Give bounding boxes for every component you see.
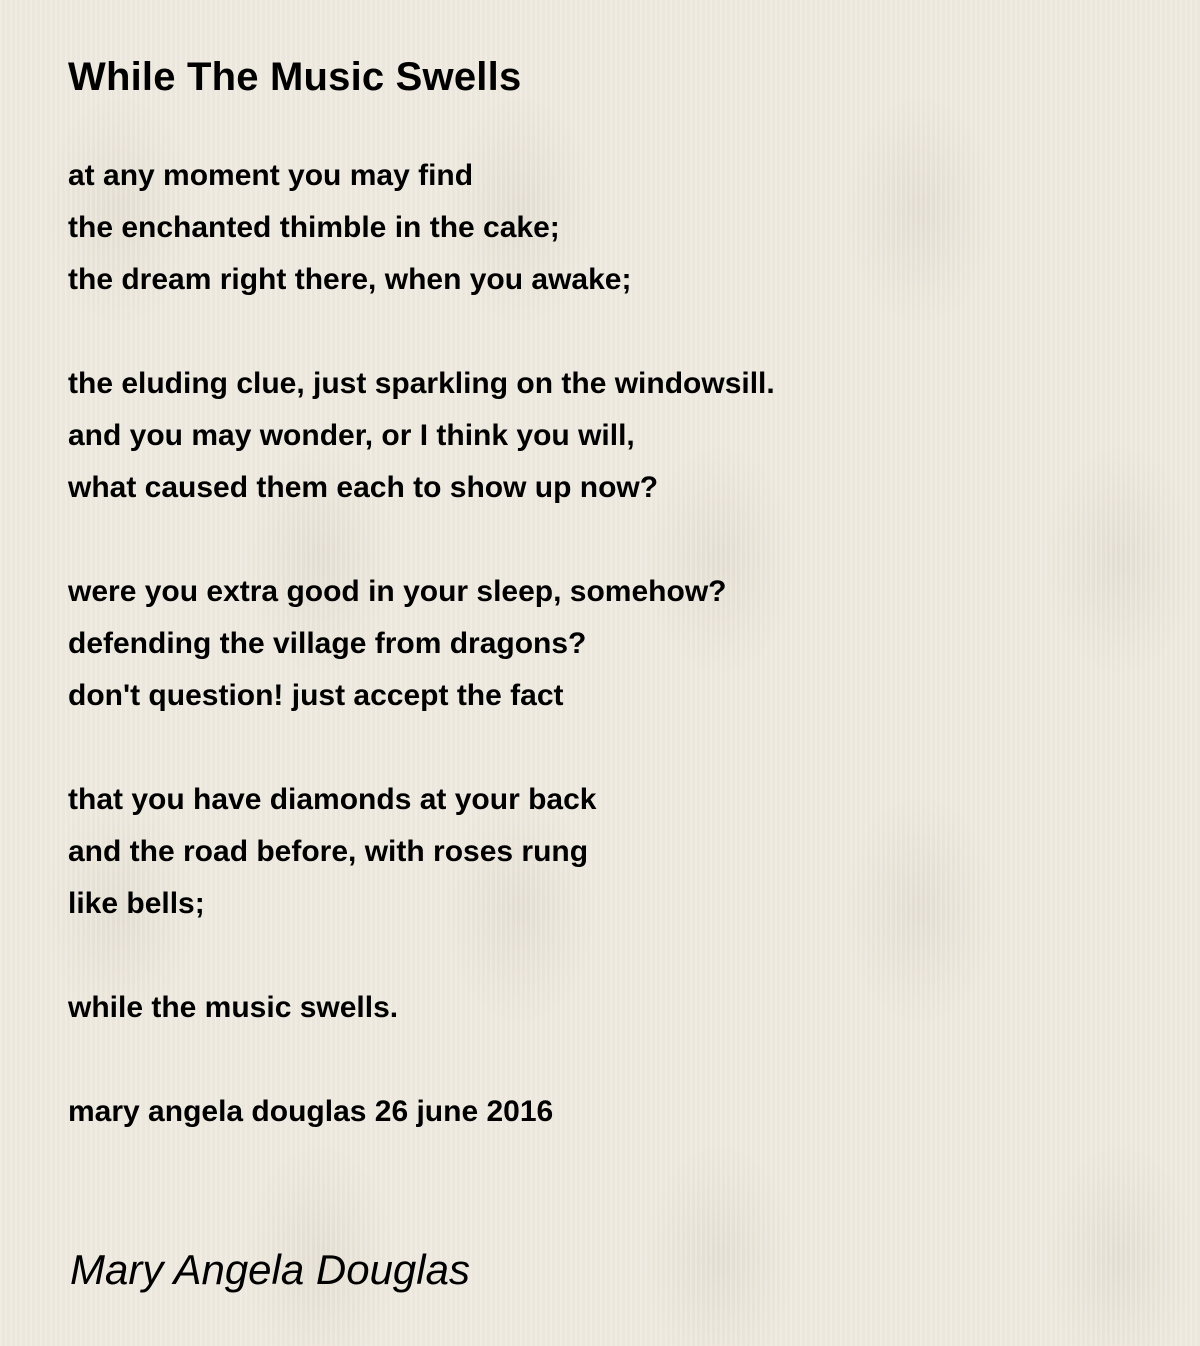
stanza-5 <box>68 982 1148 1034</box>
poem-line: while the music swells. <box>68 991 399 1024</box>
stanza-3 <box>68 566 1148 722</box>
poem-line: don't question! just accept the fact <box>68 679 564 712</box>
stanza-signature <box>68 1086 1148 1138</box>
stanza-2 <box>68 358 1148 514</box>
poem-line: like bells; <box>68 887 205 920</box>
poem-line: and the road before, with roses rung <box>68 835 589 868</box>
poem-author: Mary Angela Douglas <box>70 1246 470 1293</box>
poem-signature-line: mary angela douglas 26 june 2016 <box>68 1095 554 1128</box>
poem-line: were you extra good in your sleep, somehow? <box>68 575 727 608</box>
poem-line: at any moment you may find <box>68 159 474 192</box>
poem-line: the enchanted thimble in the cake; <box>68 211 560 244</box>
poem-line: defending the village from dragons? <box>68 627 587 660</box>
poem-line: what caused them each to show up now? <box>68 471 659 504</box>
poem-line: and you may wonder, or I think you will, <box>68 419 635 452</box>
stanza-1 <box>68 150 1148 306</box>
poem-line: the dream right there, when you awake; <box>68 263 632 296</box>
poem-title: While The Music Swells <box>68 55 522 99</box>
poem-line: that you have diamonds at your back <box>68 783 597 816</box>
poem-body <box>68 150 1148 1190</box>
stanza-4 <box>68 774 1148 930</box>
poem-line: the eluding clue, just sparkling on the windowsill. <box>68 367 775 400</box>
poem-header <box>68 52 1148 102</box>
